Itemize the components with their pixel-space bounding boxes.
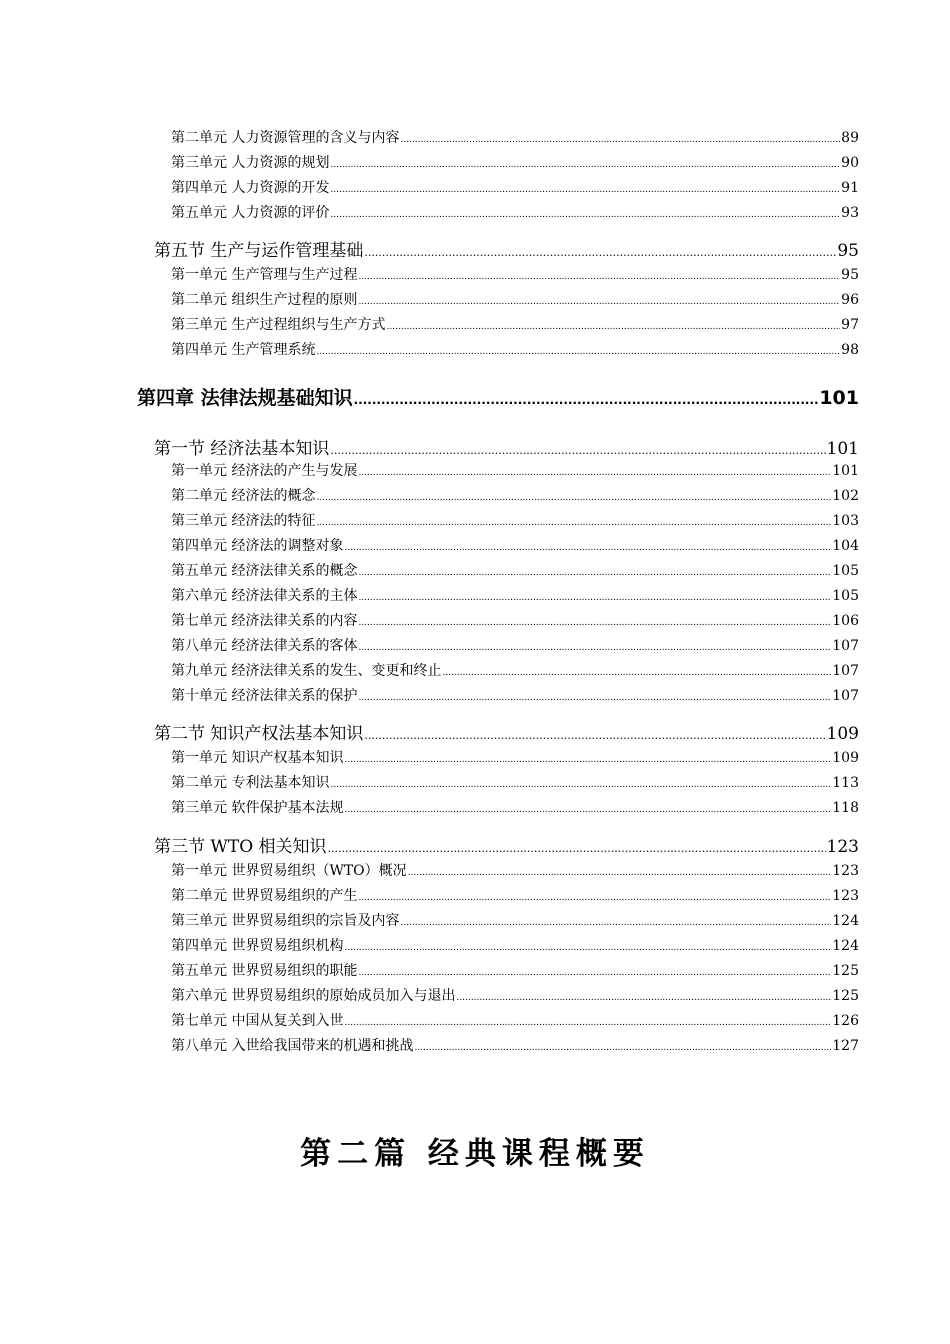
dot-leader: [358, 968, 831, 978]
dot-leader: [330, 780, 831, 790]
toc-unit-entry[interactable]: [171, 485, 859, 503]
toc-entry-page-number: 107: [832, 638, 859, 654]
toc-unit-entry[interactable]: [171, 535, 859, 553]
toc-entry-page-number: 89: [841, 130, 859, 146]
dot-leader: [330, 160, 840, 170]
toc-unit-entry[interactable]: [171, 772, 859, 790]
toc-entry-page-number: 126: [832, 1013, 859, 1029]
toc-entry-title: 第一单元 知识产权基本知识: [171, 750, 344, 766]
toc-unit-entry[interactable]: [171, 635, 859, 653]
toc-unit-entry[interactable]: [171, 685, 859, 703]
toc-entry-page-number: 93: [841, 205, 859, 221]
toc-entry-title: 第六单元 世界贸易组织的原始成员加入与退出: [171, 988, 456, 1004]
toc-entry-title: 第四单元 人力资源的开发: [171, 180, 330, 196]
toc-entry-page-number: 98: [841, 342, 859, 358]
toc-unit-entry[interactable]: [171, 1035, 859, 1053]
toc-entry-title: 第五单元 经济法律关系的概念: [171, 563, 358, 579]
dot-leader: [344, 755, 831, 765]
toc-section-entry[interactable]: [154, 719, 859, 744]
dot-leader: [414, 1043, 831, 1053]
toc-unit-entry[interactable]: [171, 610, 859, 628]
toc-entry-page-number: 125: [832, 988, 859, 1004]
dot-leader: [358, 272, 840, 282]
toc-entry-title: 第五单元 世界贸易组织的职能: [171, 963, 358, 979]
toc-entry-title: 第七单元 中国从复关到入世: [171, 1013, 344, 1029]
toc-entry-page-number: 113: [832, 775, 859, 791]
dot-leader: [358, 593, 831, 603]
dot-leader: [344, 943, 831, 953]
toc-entry-title: 第四章 法律法规基础知识: [137, 387, 353, 409]
dot-leader: [442, 668, 831, 678]
toc-entry-page-number: 118: [832, 800, 859, 816]
toc-entry-page-number: 107: [832, 688, 859, 704]
dot-leader: [330, 185, 840, 195]
toc-unit-entry[interactable]: [171, 202, 859, 220]
dot-leader: [358, 297, 840, 307]
dot-leader: [364, 729, 825, 742]
toc-entry-page-number: 123: [832, 888, 859, 904]
toc-section-entry[interactable]: [154, 832, 859, 857]
toc-unit-entry[interactable]: [171, 985, 859, 1003]
dot-leader: [386, 322, 840, 332]
toc-entry-title: 第二单元 人力资源管理的含义与内容: [171, 130, 400, 146]
toc-entry-title: 第三单元 生产过程组织与生产方式: [171, 317, 386, 333]
toc-unit-entry[interactable]: [171, 127, 859, 145]
toc-entry-title: 第三单元 软件保护基本法规: [171, 800, 344, 816]
toc-entry-title: 第六单元 经济法律关系的主体: [171, 588, 358, 604]
toc-entry-page-number: 105: [832, 588, 859, 604]
toc-entry-page-number: 123: [832, 863, 859, 879]
toc-entry-page-number: 90: [841, 155, 859, 171]
dot-leader: [358, 568, 831, 578]
dot-leader: [358, 693, 831, 703]
toc-unit-entry[interactable]: [171, 460, 859, 478]
dot-leader: [344, 543, 831, 553]
toc-entry-page-number: 101: [826, 439, 859, 459]
toc-entry-title: 第二节 知识产权法基本知识: [154, 724, 364, 744]
toc-entry-title: 第十单元 经济法律关系的保护: [171, 688, 358, 704]
dot-leader: [358, 618, 831, 628]
dot-leader: [456, 993, 831, 1003]
toc-unit-entry[interactable]: [171, 1010, 859, 1028]
toc-unit-entry[interactable]: [171, 885, 859, 903]
dot-leader: [316, 493, 831, 503]
toc-unit-entry[interactable]: [171, 585, 859, 603]
dot-leader: [400, 918, 831, 928]
toc-entry-page-number: 105: [832, 563, 859, 579]
part-title: 第二篇 经典课程概要: [300, 1136, 650, 1172]
toc-unit-entry[interactable]: [171, 289, 859, 307]
toc-entry-page-number: 101: [832, 463, 859, 479]
dot-leader: [358, 893, 831, 903]
toc-entry-page-number: 104: [832, 538, 859, 554]
toc-unit-entry[interactable]: [171, 910, 859, 928]
toc-entry-title: 第八单元 入世给我国带来的机遇和挑战: [171, 1038, 414, 1054]
toc-unit-entry[interactable]: [171, 935, 859, 953]
toc-entry-page-number: 127: [832, 1038, 859, 1054]
toc-entry-page-number: 109: [832, 750, 859, 766]
toc-entry-title: 第五单元 人力资源的评价: [171, 205, 330, 221]
toc-entry-title: 第二单元 经济法的概念: [171, 488, 316, 504]
toc-unit-entry[interactable]: [171, 510, 859, 528]
toc-entry-page-number: 106: [832, 613, 859, 629]
toc-entry-title: 第二单元 世界贸易组织的产生: [171, 888, 358, 904]
toc-entry-title: 第一单元 世界贸易组织（WTO）概况: [171, 863, 407, 879]
toc-entry-page-number: 107: [832, 663, 859, 679]
dot-leader: [364, 246, 836, 259]
toc-section-entry[interactable]: [154, 434, 859, 459]
toc-entry-page-number: 91: [841, 180, 859, 196]
toc-entry-title: 第四单元 生产管理系统: [171, 342, 316, 358]
toc-unit-entry[interactable]: [171, 339, 859, 357]
dot-leader: [316, 518, 831, 528]
toc-entry-page-number: 125: [832, 963, 859, 979]
toc-entry-title: 第九单元 经济法律关系的发生、变更和终止: [171, 663, 442, 679]
toc-entry-title: 第一节 经济法基本知识: [154, 439, 330, 459]
toc-unit-entry[interactable]: [171, 860, 859, 878]
toc-entry-title: 第一单元 生产管理与生产过程: [171, 267, 358, 283]
toc-entry-page-number: 95: [841, 267, 859, 283]
toc-unit-entry[interactable]: [171, 152, 859, 170]
toc-entry-title: 第一单元 经济法的产生与发展: [171, 463, 358, 479]
toc-unit-entry[interactable]: [171, 960, 859, 978]
toc-entry-page-number: 101: [819, 387, 859, 409]
dot-leader: [330, 210, 840, 220]
toc-entry-title: 第三单元 经济法的特征: [171, 513, 316, 529]
toc-entry-title: 第三节 WTO 相关知识: [154, 837, 327, 857]
dot-leader: [400, 135, 840, 145]
toc-unit-entry[interactable]: [171, 797, 859, 815]
dot-leader: [344, 1018, 831, 1028]
toc-entry-page-number: 124: [832, 938, 859, 954]
dot-leader: [354, 393, 819, 407]
toc-entry-title: 第三单元 人力资源的规划: [171, 155, 330, 171]
toc-entry-title: 第七单元 经济法律关系的内容: [171, 613, 358, 629]
toc-entry-page-number: 96: [841, 292, 859, 308]
toc-entry-page-number: 124: [832, 913, 859, 929]
toc-unit-entry[interactable]: [171, 560, 859, 578]
toc-entry-page-number: 109: [826, 724, 859, 744]
toc-section-entry[interactable]: [154, 236, 859, 261]
toc-unit-entry[interactable]: [171, 747, 859, 765]
toc-entry-page-number: 102: [832, 488, 859, 504]
toc-entry-title: 第五节 生产与运作管理基础: [154, 241, 364, 261]
toc-entry-title: 第四单元 经济法的调整对象: [171, 538, 344, 554]
toc-entry-page-number: 103: [832, 513, 859, 529]
toc-chapter-entry[interactable]: [137, 383, 859, 409]
dot-leader: [408, 868, 832, 878]
toc-unit-entry[interactable]: [171, 177, 859, 195]
toc-entry-page-number: 95: [837, 241, 859, 261]
toc-entry-title: 第三单元 世界贸易组织的宗旨及内容: [171, 913, 400, 929]
dot-leader: [358, 643, 831, 653]
dot-leader: [330, 444, 825, 457]
toc-entry-page-number: 123: [826, 837, 859, 857]
toc-entry-title: 第八单元 经济法律关系的客体: [171, 638, 358, 654]
toc-entry-page-number: 97: [841, 317, 859, 333]
toc-unit-entry[interactable]: [171, 314, 859, 332]
toc-entry-title: 第二单元 专利法基本知识: [171, 775, 330, 791]
dot-leader: [344, 805, 831, 815]
toc-unit-entry[interactable]: [171, 264, 859, 282]
dot-leader: [328, 842, 826, 855]
toc-entry-title: 第二单元 组织生产过程的原则: [171, 292, 358, 308]
toc-unit-entry[interactable]: [171, 660, 859, 678]
dot-leader: [316, 347, 840, 357]
dot-leader: [358, 468, 831, 478]
toc-entry-title: 第四单元 世界贸易组织机构: [171, 938, 344, 954]
